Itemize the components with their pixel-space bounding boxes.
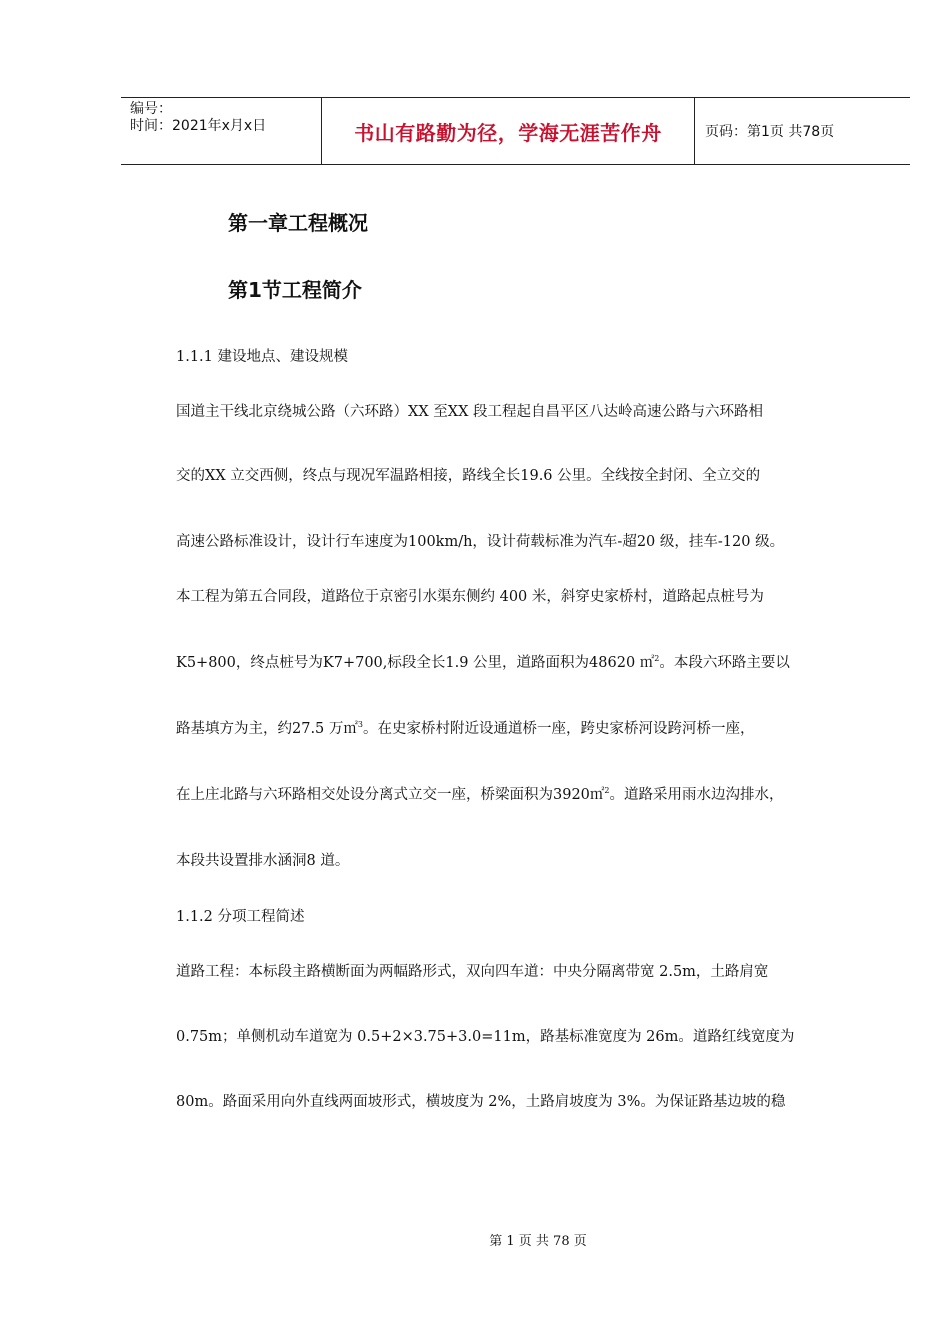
superscript: 3 — [357, 720, 363, 729]
paragraph-line: 交的XX 立交西侧，终点与现况军温路相接，路线全长19.6 公里。全线按全封闭、全立交的 — [176, 468, 761, 484]
section-title: 第1节工程简介 — [228, 278, 362, 302]
paragraph-line: 高速公路标准设计，设计行车速度为100km/h，设计荷载标准为汽车-超20 级，挂车-120 级。 — [176, 534, 785, 550]
superscript: 2 — [604, 786, 610, 795]
line-text: 在上庄北路与六环路相交处设分离式立交一座，桥梁面积为3920㎡ — [176, 787, 605, 803]
line-text: 。在史家桥村附近设通道桥一座，跨史家桥河设跨河桥一座， — [363, 721, 755, 737]
page-label: 页码：第1页 共78页 — [705, 124, 835, 140]
paragraph-line — [176, 717, 755, 738]
paragraph-line: 道路工程：本标段主路横断面为两幅路形式，双向四车道：中央分隔离带宽 2.5m，土路肩宽 — [176, 964, 769, 980]
number-label: 编号： — [130, 101, 172, 117]
paragraph-line: 本工程为第五合同段，道路位于京密引水渠东侧约 400 米，斜穿史家桥村，道路起点桩号为 — [176, 589, 764, 605]
header-table — [121, 97, 910, 165]
paragraph-line — [176, 783, 784, 804]
header-motto-cell — [321, 98, 695, 164]
motto: 书山有路勤为径，学海无涯苦作舟 — [354, 120, 662, 145]
paragraph-line — [176, 651, 790, 672]
line-text: 。道路采用雨水边沟排水， — [609, 787, 784, 803]
line-text: 路基填方为主，约27.5 万㎡ — [176, 721, 358, 737]
subsection-heading: 1.1.2 分项工程简述 — [176, 909, 305, 925]
header-page-cell — [695, 98, 910, 164]
line-text: K5+800，终点桩号为K7+700,标段全长1.9 公里，道路面积为48620 ㎡ — [176, 655, 655, 671]
superscript: 2 — [654, 654, 660, 663]
paragraph-line: 0.75m；单侧机动车道宽为 0.5+2×3.75+3.0=11m，路基标准宽度为 26m。道路红线宽度为 — [176, 1029, 795, 1045]
paragraph-line: 80m。路面采用向外直线两面坡形式，横坡度为 2%，土路肩坡度为 3%。为保证路基边坡的稳 — [176, 1094, 786, 1110]
paragraph-line: 本段共设置排水涵洞8 道。 — [176, 853, 350, 869]
time-label: 时间：2021年x月x日 — [130, 118, 267, 134]
page-footer: 第 1 页 共 78 页 — [489, 1234, 587, 1249]
line-text: 。本段六环路主要以 — [659, 655, 790, 671]
paragraph-line: 国道主干线北京绕城公路（六环路）XX 至XX 段工程起自昌平区八达岭高速公路与六环路相 — [176, 404, 764, 420]
subsection-heading: 1.1.1 建设地点、建设规模 — [176, 349, 349, 365]
header-meta — [121, 98, 321, 164]
chapter-title: 第一章工程概况 — [228, 211, 368, 235]
